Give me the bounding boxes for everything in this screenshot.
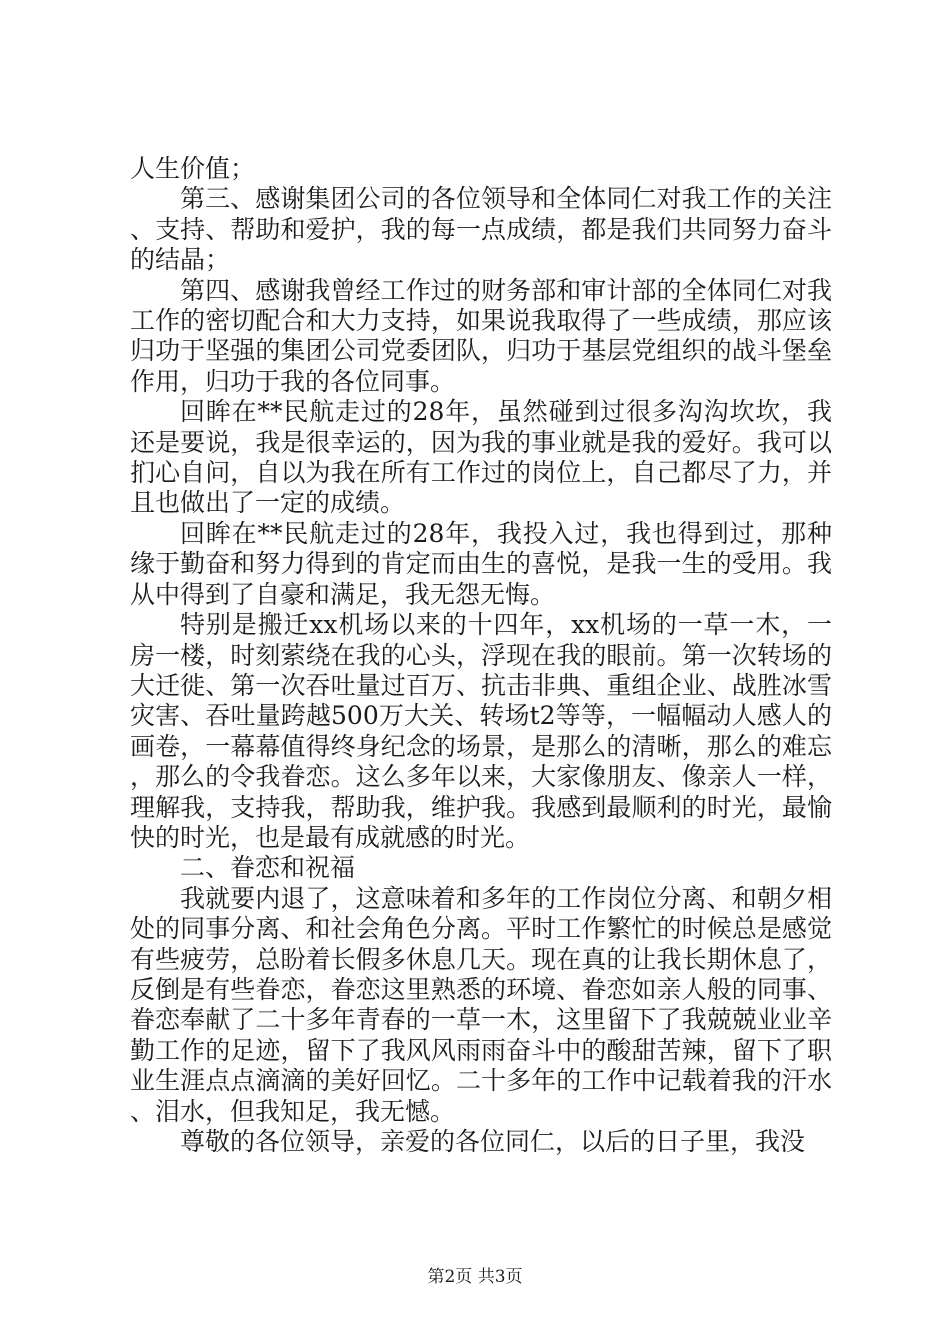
paragraph-1: 人生价值； [130,154,256,183]
document-body [130,154,832,1157]
paragraph-8: 我就要内退了，这意味着和多年的工作岗位分离、和朝夕相处的同事分离、和社会角色分离。平时工作繁忙的时候总是感觉有些疲劳，总盼着长假多休息几天。现在真的让我长期休息了，反倒是有些眷恋，眷恋这里熟悉的环境、眷恋如亲人般的同事、眷恋奉献了二十多年青春的一草一木，这里留下了我兢兢业业辛勤工作的足迹，留下了我风风雨雨奋斗中的酸甜苦辣，留下了职业生涯点点滴滴的美好回忆。二十多年的工作中记载着我的汗水、泪水，但我知足，我无憾。 [130,883,832,1126]
paragraph-5: 回眸在**民航走过的28年，我投入过，我也得到过，那种缘于勤奋和努力得到的肯定而由生的喜悦，是我一生的受用。我从中得到了自豪和满足，我无怨无悔。 [130,518,832,609]
paragraph-4: 回眸在**民航走过的28年，虽然碰到过很多沟沟坎坎，我还是要说，我是很幸运的，因为我的事业就是我的爱好。我可以扪心自问，自以为我在所有工作过的岗位上，自己都尽了力，并且也做出了一定的成绩。 [130,397,832,518]
paragraph-6: 特别是搬迁xx机场以来的十四年，xx机场的一草一木，一房一楼，时刻萦绕在我的心头，浮现在我的眼前。第一次转场的大迁徙、第一次吞吐量过百万、抗击非典、重组企业、战胜冰雪灾害、吞吐量跨越500万大关、转场t2等等，一幅幅动人感人的画卷，一幕幕值得终身纪念的场景，是那么的清晰，那么的难忘，那么的令我眷恋。这么多年以来，大家像朋友、像亲人一样，理解我，支持我，帮助我，维护我。我感到最顺利的时光，最愉快的时光，也是最有成就感的时光。 [130,610,832,852]
page-footer: 第2页 共3页 [427,1267,523,1287]
paragraph-3: 第四、感谢我曾经工作过的财务部和审计部的全体同仁对我工作的密切配合和大力支持，如果说我取得了一些成绩，那应该归功于坚强的集团公司党委团队，归功于基层党组织的战斗堡垒作用，归功于我的各位同事。 [130,275,832,396]
section-heading: 二、眷恋和祝福 [180,853,356,883]
paragraph-9: 尊敬的各位领导，亲爱的各位同仁，以后的日子里，我没 [180,1127,806,1156]
paragraph-2: 第三、感谢集团公司的各位领导和全体同仁对我工作的关注、支持、帮助和爱护，我的每一点成绩，都是我们共同努力奋斗的结晶； [130,184,832,275]
